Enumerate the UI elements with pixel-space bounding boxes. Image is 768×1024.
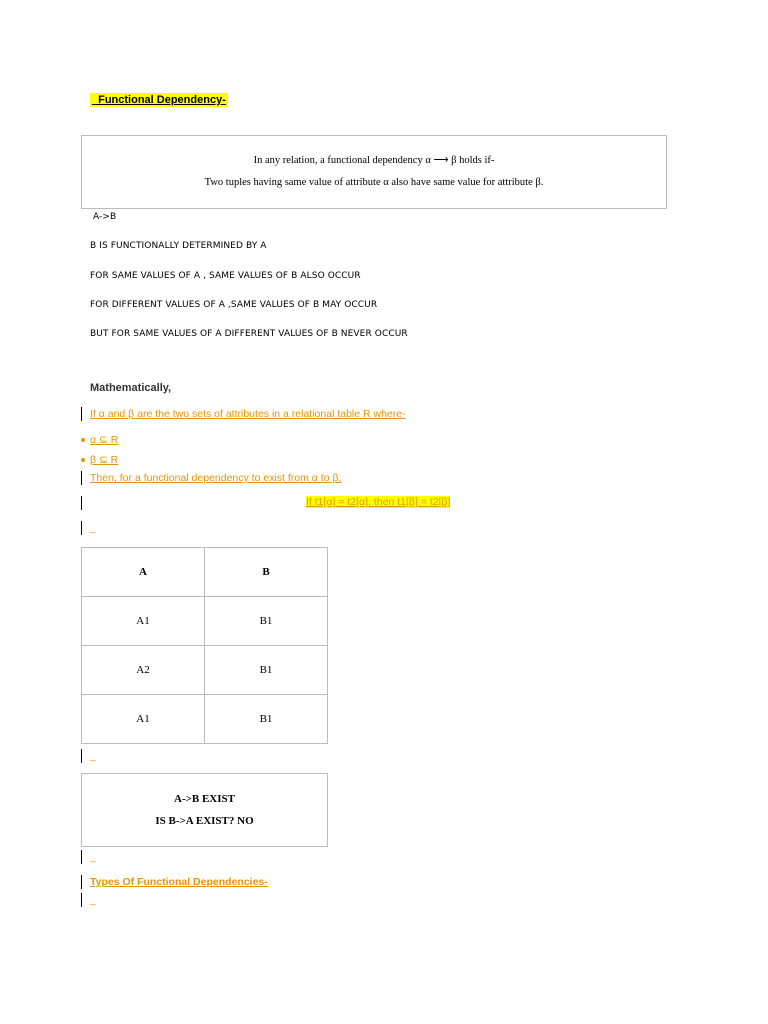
page-title: _Functional Dependency- <box>92 94 226 106</box>
math-intro: If α and β are the two sets of attributes in a relational table R where- <box>90 408 406 420</box>
cursor-bar <box>81 407 82 421</box>
table-row <box>82 646 328 695</box>
definition-line-2: Two tuples having same value of attribute α also have same value for attribute β. <box>204 177 544 188</box>
table-header-row <box>82 548 328 597</box>
bullet-dot-icon <box>81 438 85 442</box>
table-row <box>82 597 328 646</box>
placeholder-mark: _ <box>90 852 96 863</box>
dependency-table <box>81 547 328 744</box>
table-cell: B1 <box>205 695 328 744</box>
table-cell: A1 <box>82 695 205 744</box>
result-line-1: A->B EXIST <box>174 793 235 805</box>
bullet-beta-subset: β ⊆ R <box>90 454 119 466</box>
cursor-bar <box>81 521 82 535</box>
math-heading: Mathematically, <box>90 382 172 394</box>
note-a-to-b: A->B <box>93 212 117 222</box>
math-then: Then, for a functional dependency to exist from α to β, <box>90 472 342 484</box>
cursor-bar <box>81 496 82 510</box>
table-row <box>82 695 328 744</box>
table-cell: A2 <box>82 646 205 695</box>
table-cell: B1 <box>205 597 328 646</box>
types-heading: Types Of Functional Dependencies- <box>90 876 268 888</box>
definition-line-1: In any relation, a functional dependency α ⟶ β holds if- <box>253 155 495 166</box>
result-line-2: IS B->A EXIST? NO <box>155 815 254 827</box>
note-same-values: FOR SAME VALUES OF A , SAME VALUES OF B ALSO OCCUR <box>90 271 361 281</box>
cursor-bar <box>81 850 82 864</box>
note-never-occur: BUT FOR SAME VALUES OF A DIFFERENT VALUES OF B NEVER OCCUR <box>90 329 408 339</box>
note-functionally-determined: B IS FUNCTIONALLY DETERMINED BY A <box>90 241 267 251</box>
table-cell: B1 <box>205 646 328 695</box>
math-formula: If t1[α] = t2[α], then t1[β] = t2[β] <box>306 496 451 508</box>
placeholder-mark: _ <box>90 895 96 906</box>
cursor-bar <box>81 893 82 907</box>
definition-box <box>81 135 667 209</box>
placeholder-mark: _ <box>90 751 96 762</box>
bullet-alpha-subset: α ⊆ R <box>90 434 119 446</box>
note-different-values: FOR DIFFERENT VALUES OF A ,SAME VALUES OF B MAY OCCUR <box>90 300 378 310</box>
placeholder-mark: _ <box>90 523 96 534</box>
column-header-b: B <box>205 548 328 597</box>
table-cell: A1 <box>82 597 205 646</box>
cursor-bar <box>81 749 82 763</box>
cursor-bar <box>81 471 82 485</box>
result-box <box>81 773 328 847</box>
bullet-dot-icon <box>81 458 85 462</box>
cursor-bar <box>81 875 82 889</box>
column-header-a: A <box>82 548 205 597</box>
